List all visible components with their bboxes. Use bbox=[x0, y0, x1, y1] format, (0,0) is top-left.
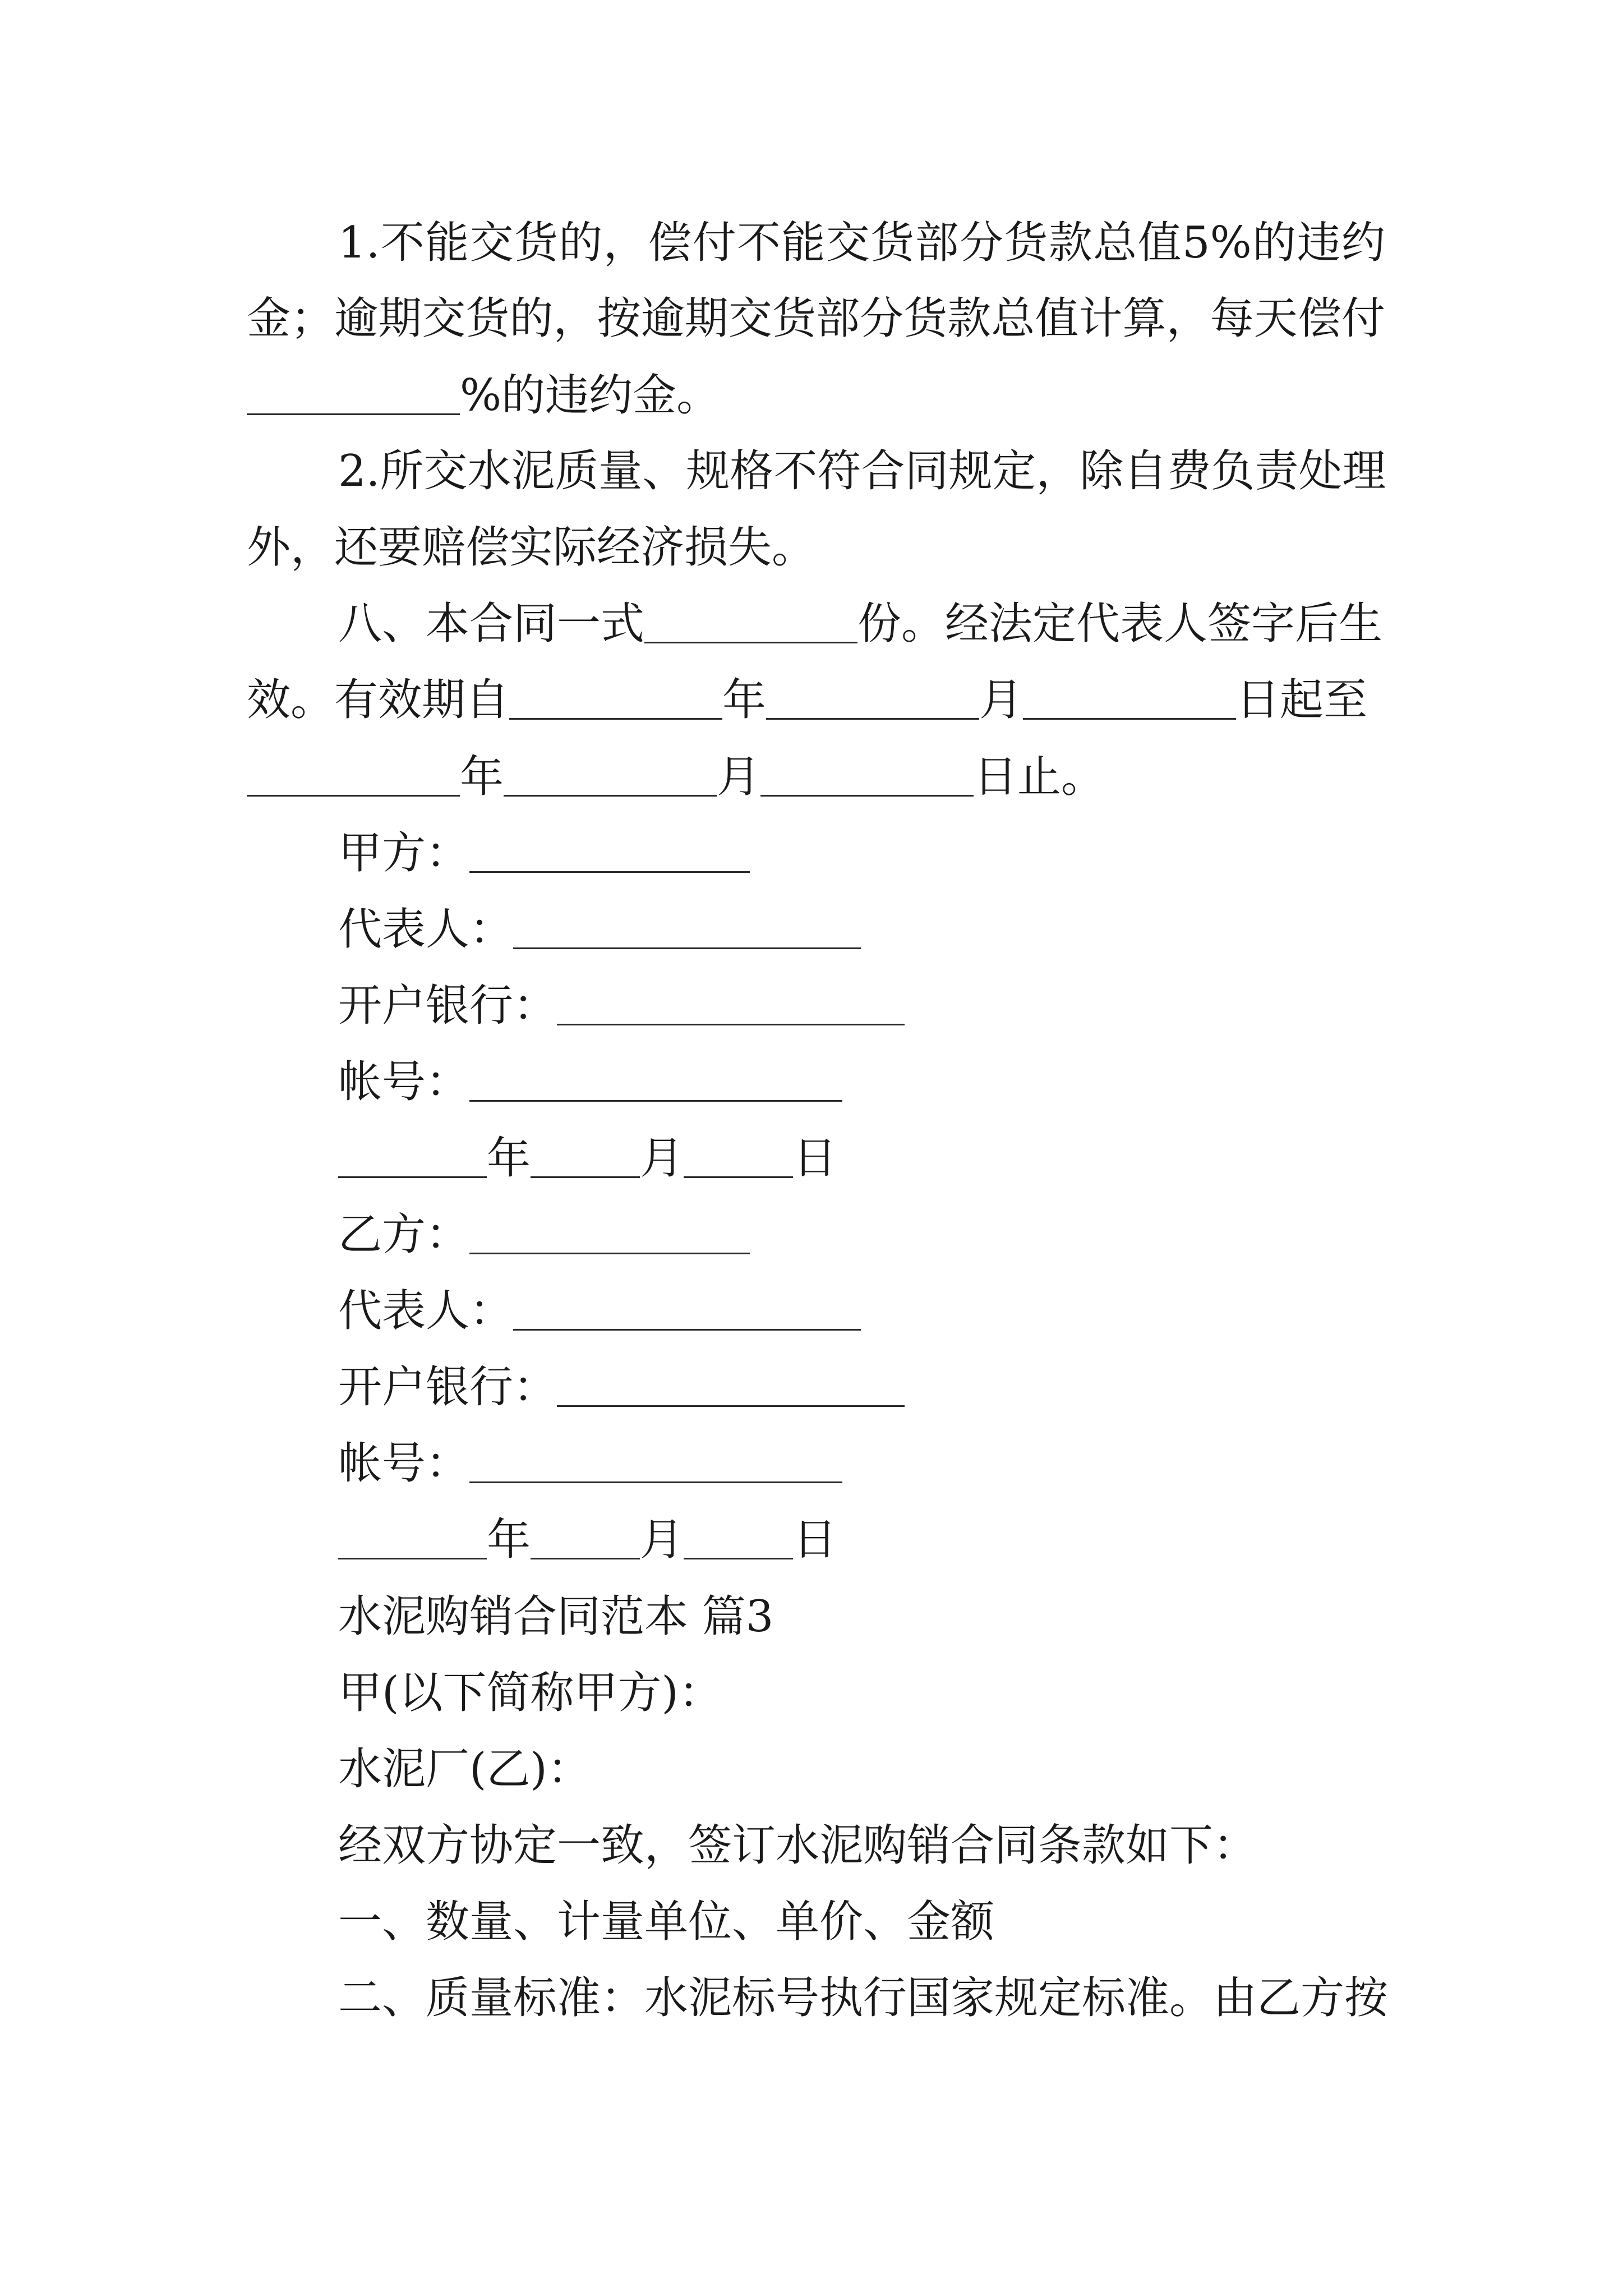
party-a-date-line: 年 月 日 bbox=[338, 1130, 837, 1186]
penalty-item-1-line-1: 1.不能交货的，偿付不能交货部分货款总值5%的违约 bbox=[338, 218, 1385, 268]
party-a-rep-blank[interactable] bbox=[513, 908, 861, 949]
contract-3-party-a: 甲(以下简称甲方)： bbox=[338, 1668, 722, 1718]
party-a-year-blank[interactable] bbox=[338, 1137, 487, 1178]
party-b-account-line: 帐号： bbox=[338, 1435, 842, 1492]
end-year-blank[interactable] bbox=[247, 756, 460, 797]
party-b-account-blank[interactable] bbox=[469, 1442, 842, 1483]
party-a-bank-blank[interactable] bbox=[557, 984, 905, 1025]
party-b-name-blank[interactable] bbox=[469, 1213, 750, 1254]
start-day-blank[interactable] bbox=[1023, 679, 1236, 720]
penalty-item-2-line-1: 2.所交水泥质量、规格不符合同规定，除自费负责处理 bbox=[338, 446, 1386, 496]
penalty-item-1-line-2: 金；逾期交货的，按逾期交货部分货款总值计算，每天偿付 bbox=[247, 293, 1385, 344]
contract-3-party-b: 水泥厂(乙)： bbox=[338, 1744, 591, 1795]
party-a-rep-line: 代表人： bbox=[338, 901, 861, 958]
party-b-date-line: 年 月 日 bbox=[338, 1512, 837, 1568]
start-year-blank[interactable] bbox=[509, 679, 722, 720]
party-b-month-blank[interactable] bbox=[531, 1519, 640, 1559]
party-b-day-blank[interactable] bbox=[684, 1519, 793, 1559]
contract-3-intro: 经双方协定一致，签订水泥购销合同条款如下： bbox=[338, 1820, 1257, 1871]
clause-8-line-3: 年 月 日止。 bbox=[247, 749, 1105, 805]
party-b-bank-blank[interactable] bbox=[557, 1366, 905, 1407]
end-day-blank[interactable] bbox=[760, 756, 974, 797]
penalty-item-2-line-2: 外，还要赔偿实际经济损失。 bbox=[247, 522, 816, 573]
party-b-bank-line: 开户银行： bbox=[338, 1359, 905, 1415]
penalty-item-1-line-3: %的违约金。 bbox=[247, 367, 720, 424]
end-month-blank[interactable] bbox=[504, 756, 717, 797]
party-b-line: 乙方： bbox=[338, 1207, 750, 1263]
party-a-name-blank[interactable] bbox=[469, 832, 750, 873]
party-a-day-blank[interactable] bbox=[684, 1137, 793, 1178]
party-a-account-blank[interactable] bbox=[469, 1061, 842, 1102]
clause-8-line-1: 八、本合同一式 份。经法定代表人签字后生 bbox=[338, 599, 1383, 649]
penalty-rate-blank[interactable] bbox=[247, 374, 460, 415]
contract-3-clause-1: 一、数量、计量单位、单价、金额 bbox=[338, 1897, 995, 1947]
party-b-rep-blank[interactable] bbox=[513, 1290, 861, 1331]
clause-8-line-2: 效。有效期自 年 月 日起至 bbox=[247, 675, 1368, 725]
party-a-line: 甲方： bbox=[338, 825, 750, 881]
contract-3-clause-2: 二、质量标准：水泥标号执行国家规定标准。由乙方按 bbox=[338, 1973, 1389, 2023]
party-a-month-blank[interactable] bbox=[531, 1137, 640, 1178]
party-a-bank-line: 开户银行： bbox=[338, 978, 905, 1034]
party-a-account-line: 帐号： bbox=[338, 1054, 842, 1110]
start-month-blank[interactable] bbox=[766, 679, 979, 720]
party-b-rep-line: 代表人： bbox=[338, 1283, 861, 1339]
copies-blank[interactable] bbox=[644, 602, 857, 643]
party-b-year-blank[interactable] bbox=[338, 1519, 487, 1559]
contract-3-heading: 水泥购销合同范本 篇3 bbox=[338, 1591, 774, 1642]
